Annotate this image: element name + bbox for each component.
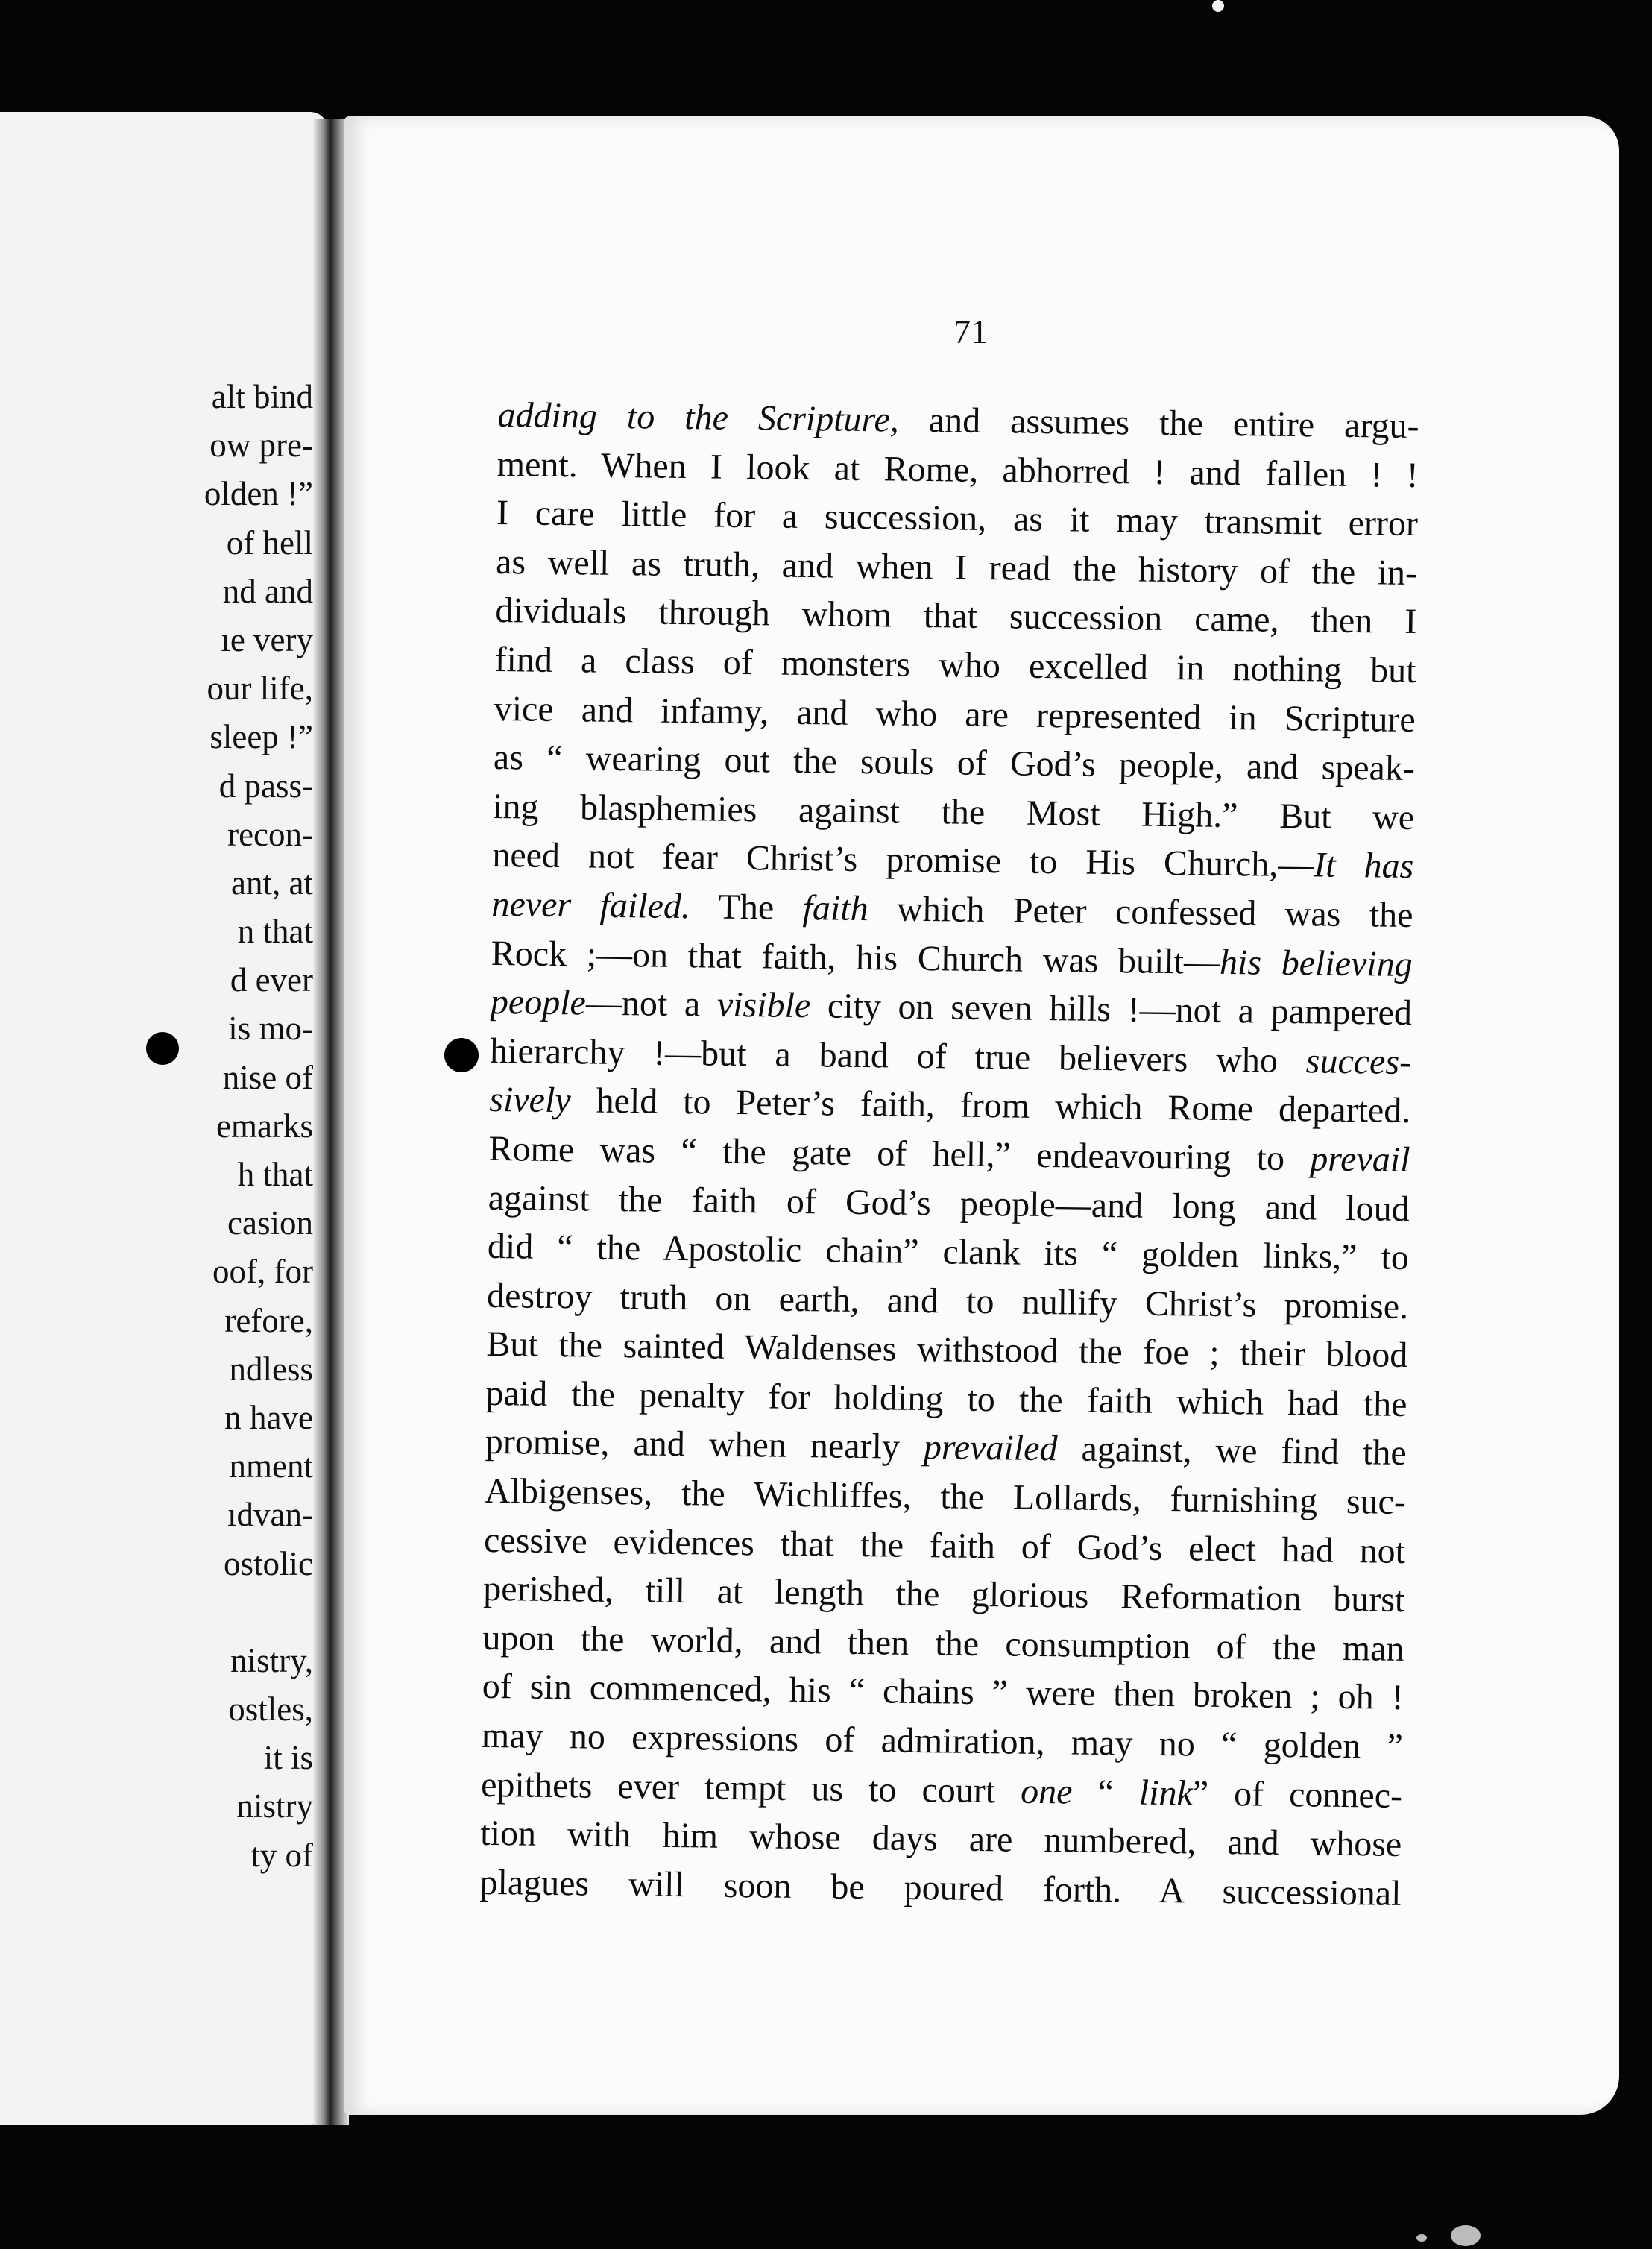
text-run: vice and infamy, and who are represented in Scripture bbox=[494, 688, 1416, 740]
italic-text: people bbox=[490, 982, 587, 1023]
text-run: tion with him whose days are numbered, and whose bbox=[480, 1814, 1402, 1865]
left-page-line: nistry, bbox=[230, 1641, 313, 1679]
text-run: paid the penalty for holding to the faith which had the bbox=[485, 1373, 1407, 1424]
left-page-line: casion bbox=[227, 1204, 313, 1242]
italic-text: It has bbox=[1313, 845, 1414, 887]
italic-text: one bbox=[1020, 1771, 1073, 1812]
italic-text: his believing bbox=[1219, 942, 1413, 984]
left-page-line: h that bbox=[237, 1156, 313, 1193]
text-run: hierarchy !—but a band of true believers who bbox=[489, 1031, 1307, 1081]
italic-text: faith bbox=[802, 887, 869, 929]
text-run: held to Peter’s faith, from which Rome departed. bbox=[570, 1081, 1411, 1131]
left-page-line: ant, at bbox=[231, 864, 313, 902]
left-page-line: n that bbox=[237, 913, 313, 951]
text-run: dividuals through whom that succession came, then I bbox=[495, 591, 1417, 642]
punch-hole-right bbox=[444, 1038, 479, 1072]
italic-text: link bbox=[1138, 1773, 1194, 1814]
left-page-line: emarks bbox=[216, 1107, 313, 1145]
left-page-line bbox=[15, 1588, 313, 1637]
left-page-line: alt bind bbox=[211, 378, 313, 415]
text-run: promise, and when nearly bbox=[485, 1422, 924, 1468]
italic-text: sively bbox=[489, 1080, 571, 1121]
left-page-line: refore, bbox=[224, 1301, 313, 1339]
text-run: as “ wearing out the souls of God’s people, and speak- bbox=[493, 737, 1416, 789]
text-run: The bbox=[690, 887, 803, 928]
left-page-line: d ever bbox=[230, 961, 313, 999]
punch-hole-left bbox=[146, 1032, 179, 1065]
italic-text: visible bbox=[716, 984, 811, 1026]
left-page-line: ıdvan- bbox=[227, 1496, 313, 1534]
scan-speck bbox=[1212, 0, 1224, 12]
text-run: “ bbox=[1072, 1772, 1140, 1813]
text-run: ing blasphemies against the Most High.” But we bbox=[492, 786, 1415, 837]
italic-text: succes- bbox=[1305, 1041, 1412, 1082]
left-page-text bbox=[15, 373, 313, 1880]
italic-text: prevail bbox=[1309, 1139, 1410, 1180]
left-page-line: nd and bbox=[222, 572, 313, 610]
left-page-line: recon- bbox=[227, 815, 313, 853]
text-run: of sin commenced, his “ chains ” were then broken ; oh ! bbox=[482, 1667, 1404, 1718]
text-run: against, we find the bbox=[1057, 1429, 1407, 1473]
text-run: and assumes the entire argu- bbox=[898, 400, 1419, 447]
text-run: perished, till at length the glorious Reformation burst bbox=[483, 1569, 1405, 1620]
scan-speck bbox=[1451, 2225, 1481, 2246]
text-run: cessive evidences that the faith of God’s elect had not bbox=[483, 1520, 1406, 1571]
text-run: Rome was “ the gate of hell,” endeavouring to bbox=[488, 1128, 1311, 1179]
italic-text: prevailed bbox=[923, 1427, 1058, 1469]
left-page-line: sleep !” bbox=[209, 718, 313, 756]
text-run: plagues will soon be poured forth. A successional bbox=[479, 1862, 1402, 1913]
left-page-line: ostles, bbox=[228, 1690, 313, 1729]
left-page-line: ostolic bbox=[224, 1544, 313, 1582]
left-page-line: d pass- bbox=[218, 767, 313, 805]
book-spine bbox=[313, 119, 349, 2125]
page-body-text bbox=[479, 391, 1419, 1918]
left-page-line: olden !” bbox=[204, 475, 313, 513]
text-run: But the sainted Waldenses withstood the foe ; their blood bbox=[486, 1324, 1408, 1376]
text-run: I care little for a succession, as it may transmit error bbox=[496, 493, 1419, 544]
text-run: ment. When I look at Rome, abhorred ! and fallen ! ! bbox=[496, 444, 1419, 495]
text-run: ” of connec- bbox=[1192, 1773, 1403, 1816]
text-run: which Peter confessed was the bbox=[868, 889, 1413, 935]
left-page-line: nistry bbox=[236, 1787, 313, 1825]
left-page-line: of hell bbox=[226, 523, 313, 562]
text-run: did “ the Apostolic chain” clank its “ golden links,” to bbox=[487, 1227, 1410, 1278]
italic-text: never failed. bbox=[491, 884, 691, 927]
italic-text: adding to the Scripture, bbox=[497, 394, 900, 440]
left-page-line: nment bbox=[229, 1447, 313, 1485]
text-run: against the faith of God’s people—and long and loud bbox=[488, 1177, 1410, 1229]
text-run: Albigenses, the Wichliffes, the Lollards, furnishing suc- bbox=[484, 1470, 1407, 1523]
left-page-line: ty of bbox=[250, 1836, 313, 1874]
text-run: —not a bbox=[585, 983, 718, 1025]
left-page-line: oof, for bbox=[212, 1253, 313, 1291]
text-run: may no expressions of admiration, may no “ golden ” bbox=[481, 1715, 1404, 1767]
left-page bbox=[0, 112, 328, 2125]
left-page-line: it is bbox=[263, 1739, 313, 1777]
left-page-line: our life, bbox=[206, 670, 313, 708]
text-run: as well as truth, and when I read the history of the in- bbox=[495, 541, 1418, 593]
text-run: epithets ever tempt us to court bbox=[480, 1764, 1021, 1811]
left-page-line: ndless bbox=[229, 1350, 313, 1388]
text-run: upon the world, and then the consumption of the man bbox=[482, 1617, 1404, 1669]
left-page-line: is mo- bbox=[228, 1010, 313, 1048]
left-page-line: ıe very bbox=[221, 620, 313, 658]
left-page-line: ow pre- bbox=[209, 427, 313, 465]
text-run: need not fear Christ’s promise to His Church,— bbox=[492, 835, 1314, 885]
scan-speck bbox=[1416, 2234, 1427, 2242]
text-run: destroy truth on earth, and to nullify Christ’s promise. bbox=[486, 1275, 1409, 1327]
text-run: Rock ;—on that faith, his Church was built— bbox=[491, 933, 1220, 982]
text-run: find a class of monsters who excelled in nothing but bbox=[494, 639, 1416, 691]
text-run: city on seven hills !—not a pampered bbox=[810, 986, 1413, 1034]
left-page-line: nise of bbox=[222, 1058, 313, 1096]
page-number: 71 bbox=[953, 312, 988, 350]
left-page-line: n have bbox=[224, 1398, 313, 1436]
